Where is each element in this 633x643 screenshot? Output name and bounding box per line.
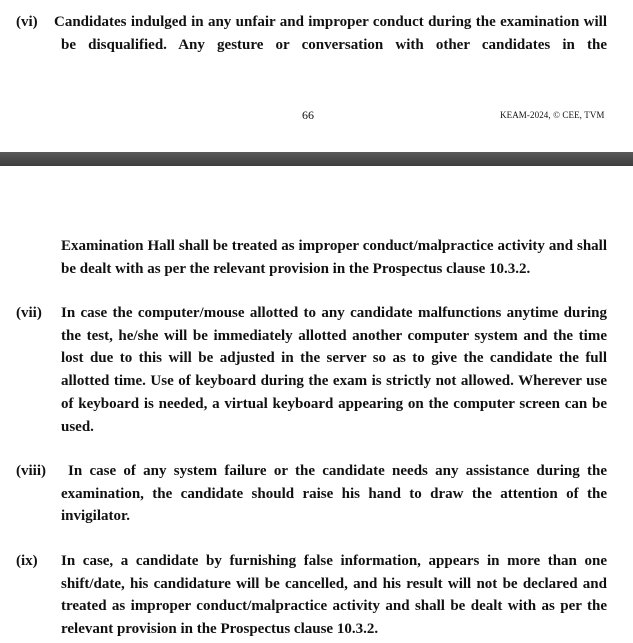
item-viii-text: In case of any system failure or the candidate needs any assistance during the examination, the candidate should raise his hand to draw the attention of the invigilator. xyxy=(61,463,607,525)
item-ix-number: (ix) xyxy=(16,553,38,569)
item-vii-text: In case the computer/mouse allotted to any candidate malfunctions anytime during the test, he/she will be immediately allotted another computer system and the time lost due to this will be adjusted in the server so as to give the candidate the full allotted time. Use of keyboard during the exam is strictly not allowed. Wherever use of keyboard is needed, a virtual keyboard appearing on the computer screen can be used. xyxy=(61,305,607,435)
item-vi-line1: Candidates indulged in any unfair and improper conduct during the examination will xyxy=(54,14,607,30)
item-ix-text: In case, a candidate by furnishing false information, appears in more than one shift/date, his candidature will be cancelled, and his result will not be declared and treated as improper conduct/malpractice activity and shall be dealt with as per the relevant provision in the Prospectus clause 10.3.2. xyxy=(61,553,607,638)
page-top xyxy=(0,0,633,152)
page-bottom xyxy=(0,166,633,643)
item-vii-number: (vii) xyxy=(16,305,42,321)
page-number: 66 xyxy=(302,108,314,122)
footer-tag: KEAM-2024, © CEE, TVM xyxy=(500,110,605,120)
item-viii-number: (viii) xyxy=(16,463,46,479)
item-vi-number: (vi) xyxy=(16,14,38,30)
item-vi-line2: be disqualified. Any gesture or conversation with other candidates in the xyxy=(61,37,607,53)
continuation-text: Examination Hall shall be treated as improper conduct/malpractice activity and shall be dealt with as per the relevant provision in the Prospectus clause 10.3.2. xyxy=(61,238,607,277)
page-divider xyxy=(0,152,633,167)
